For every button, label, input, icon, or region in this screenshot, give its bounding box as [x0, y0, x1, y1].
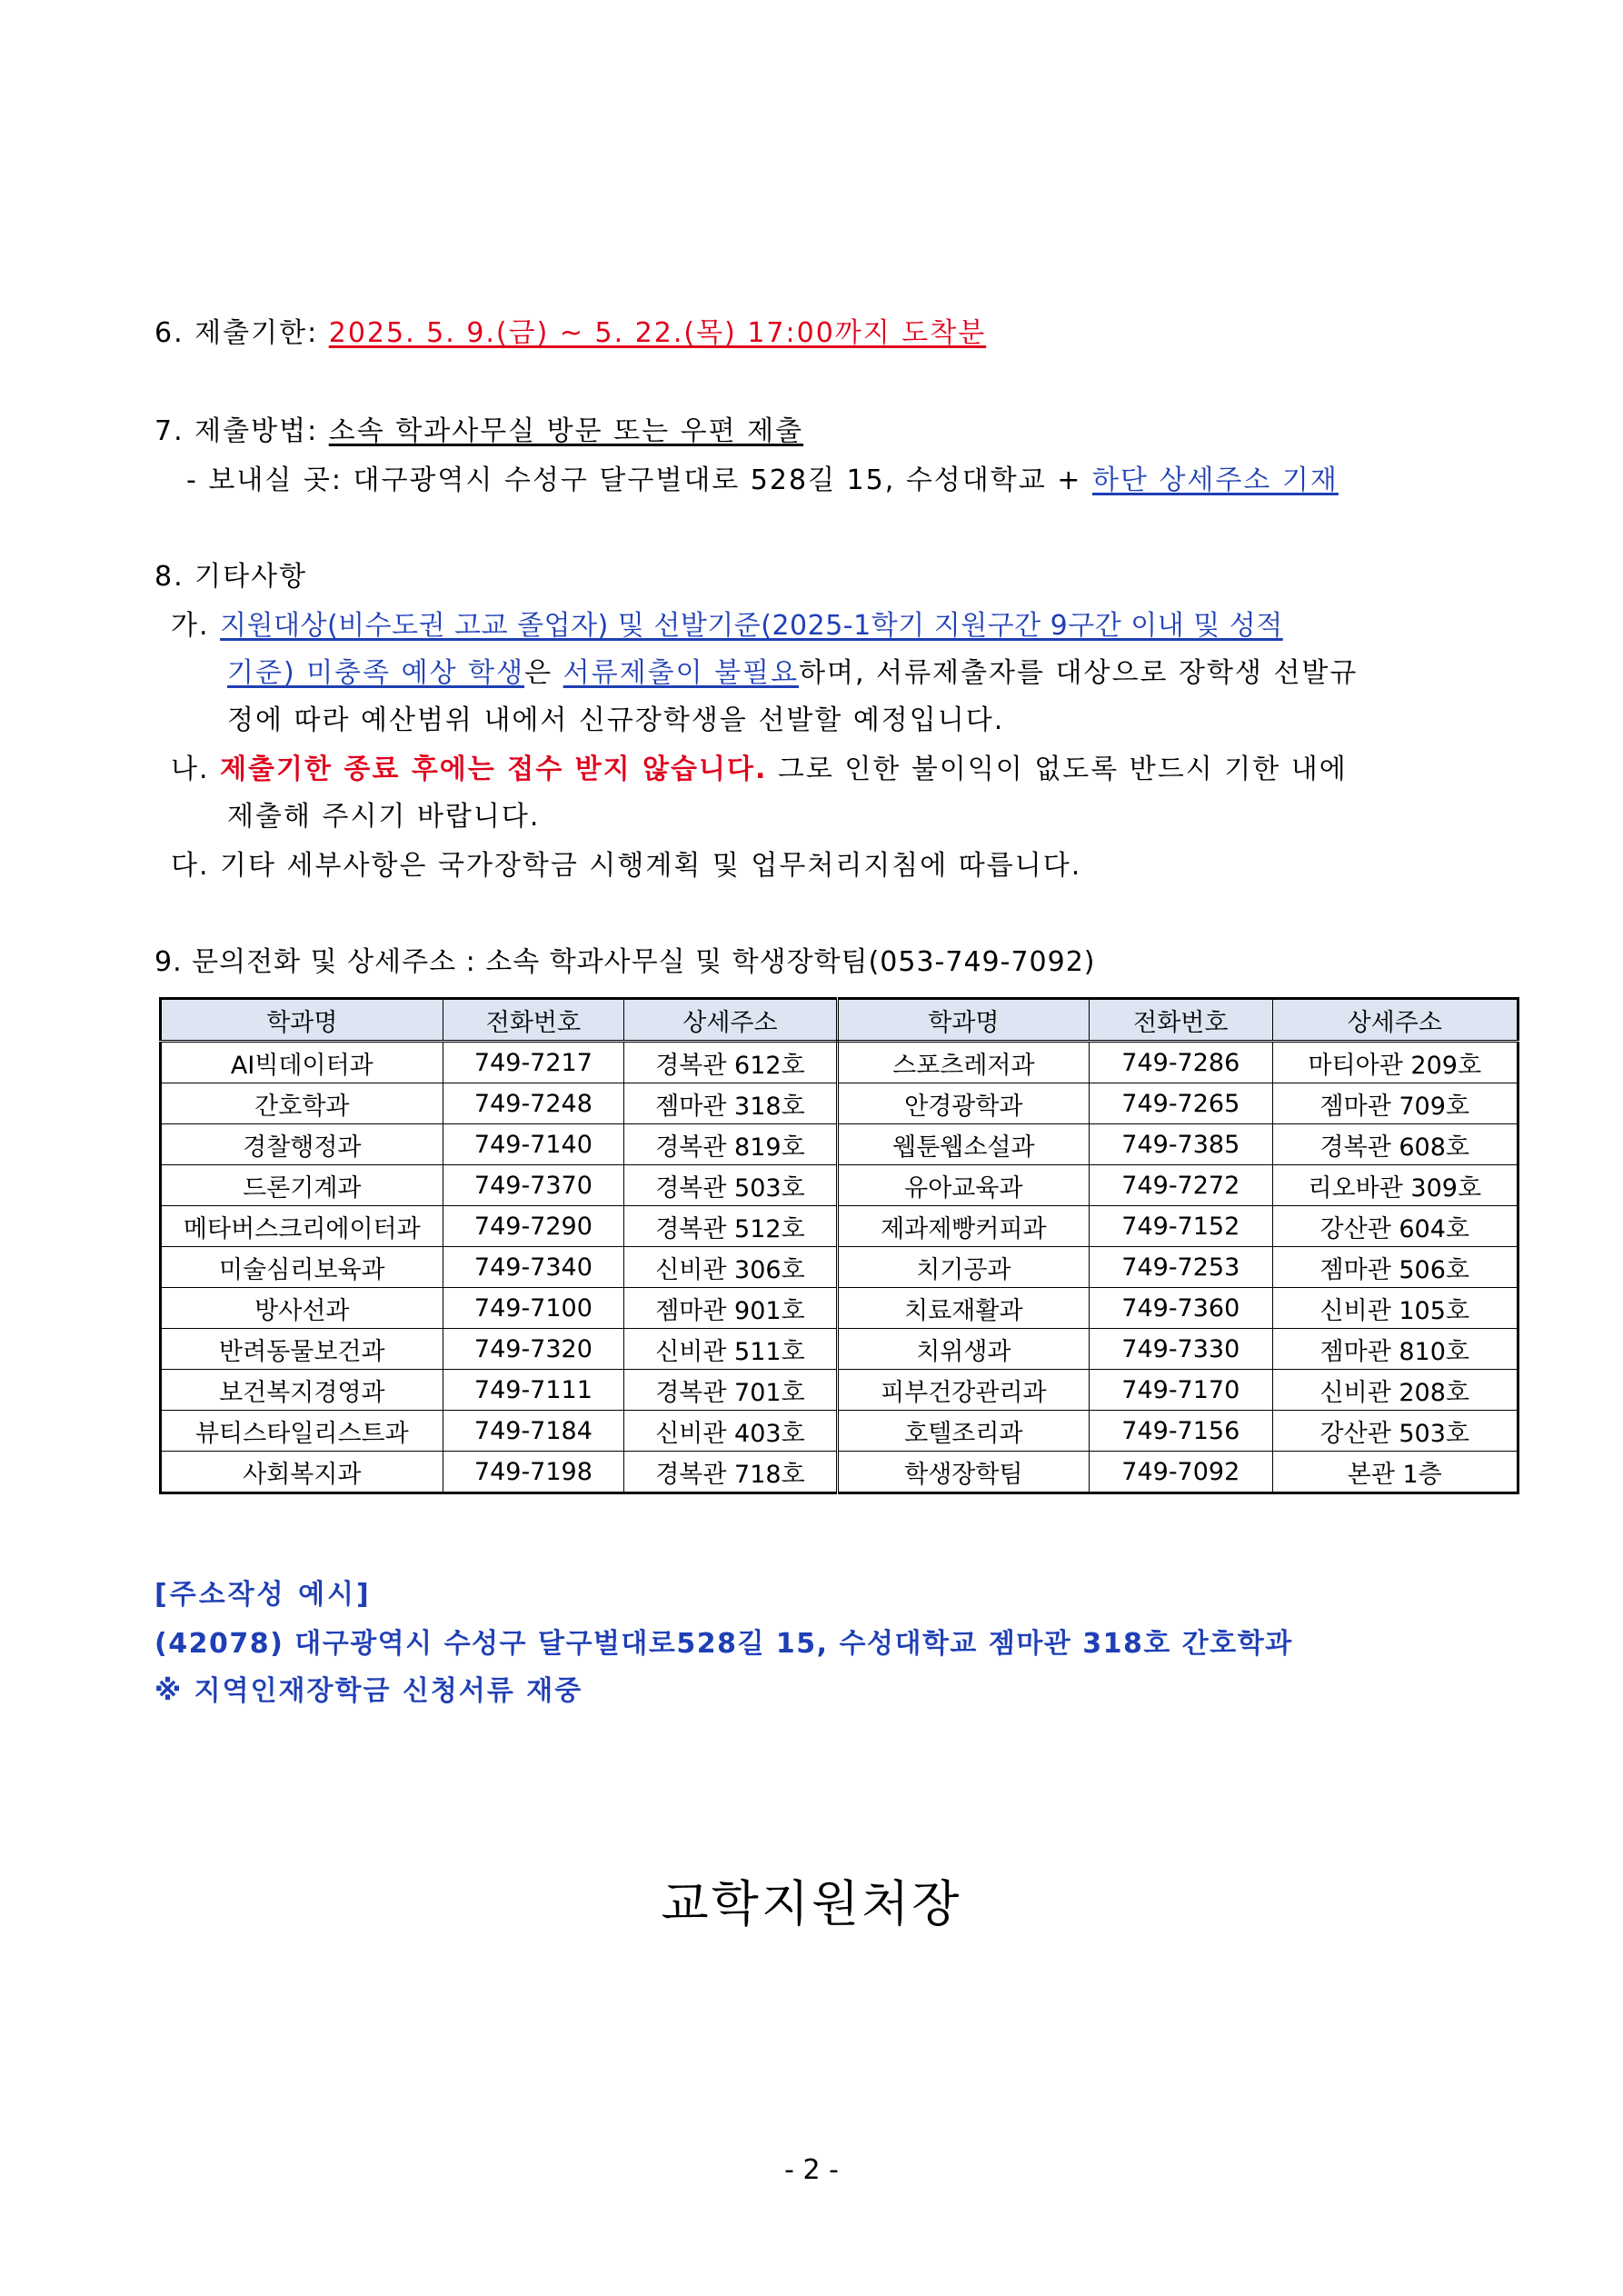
item7-label: 7. 제출방법: — [154, 415, 329, 447]
table-row — [161, 1165, 1518, 1206]
dept-name-cell: 미술심리보육과 — [161, 1247, 443, 1288]
dept-name-cell: 경찰행정과 — [161, 1124, 443, 1165]
page-number: - 2 - — [784, 2154, 839, 2186]
address-cell: 신비관 306호 — [624, 1247, 838, 1288]
ga-highlight-2: 기준) 미충족 예상 학생 — [227, 657, 525, 689]
address-cell: 신비관 208호 — [1272, 1370, 1518, 1411]
phone-cell: 749-7092 — [1090, 1452, 1273, 1493]
phone-cell: 749-7320 — [443, 1329, 624, 1370]
address-cell: 신비관 403호 — [624, 1411, 838, 1452]
example-note: ※ 지역인재장학금 신청서류 재중 — [154, 1675, 583, 1707]
ga-highlight-3: 서류제출이 불필요 — [563, 657, 800, 689]
dept-name-cell: 메타버스크리에이터과 — [161, 1206, 443, 1247]
item7-send-to — [186, 464, 1339, 498]
detail-address-note: 하단 상세주소 기재 — [1091, 464, 1339, 496]
address-cell: 경복관 819호 — [624, 1124, 838, 1165]
phone-cell: 749-7156 — [1090, 1411, 1273, 1452]
header-phone: 전화번호 — [443, 999, 624, 1042]
example-title: [주소작성 예시] — [154, 1579, 372, 1611]
address-cell: 경복관 718호 — [624, 1452, 838, 1493]
phone-cell: 749-7184 — [443, 1411, 624, 1452]
address-cell: 마티아관 209호 — [1272, 1042, 1518, 1083]
na-warning: 제출기한 종료 후에는 접수 받지 않습니다. — [220, 754, 768, 785]
na-marker: 나. — [171, 754, 221, 785]
phone-cell: 749-7330 — [1090, 1329, 1273, 1370]
na-rest-1: 그로 인한 불이익이 없도록 반드시 기한 내에 — [767, 754, 1348, 785]
address-cell: 경복관 612호 — [624, 1042, 838, 1083]
table-row — [161, 1288, 1518, 1329]
phone-cell: 749-7286 — [1090, 1042, 1273, 1083]
table-row — [161, 1247, 1518, 1288]
table-header-row — [161, 999, 1518, 1042]
dept-name-cell: 안경광학과 — [837, 1083, 1089, 1124]
table-row — [161, 1370, 1518, 1411]
item8-ga-line3: 정에 따라 예산범위 내에서 신규장학생을 선발할 예정입니다. — [227, 704, 1005, 736]
item6 — [154, 316, 986, 351]
address-cell: 본관 1층 — [1272, 1452, 1518, 1493]
phone-cell: 749-7198 — [443, 1452, 624, 1493]
phone-cell: 749-7370 — [443, 1165, 624, 1206]
submission-method: 소속 학과사무실 방문 또는 우편 제출 — [328, 415, 804, 447]
table-row — [161, 1329, 1518, 1370]
dept-name-cell: 뷰티스타일리스트과 — [161, 1411, 443, 1452]
dept-name-cell: 간호학과 — [161, 1083, 443, 1124]
address-cell: 경복관 608호 — [1272, 1124, 1518, 1165]
ga-highlight-1: 지원대상(비수도권 고교 졸업자) 및 선발기준(2025-1학기 지원구간 9구간 이내 및 성적 — [220, 610, 1283, 642]
address-cell: 젬마관 506호 — [1272, 1247, 1518, 1288]
address-cell: 신비관 511호 — [624, 1329, 838, 1370]
phone-cell: 749-7152 — [1090, 1206, 1273, 1247]
header-dept: 학과명 — [837, 999, 1089, 1042]
item8-ga-line2 — [227, 656, 1358, 691]
send-to-address: - 보내실 곳: 대구광역시 수성구 달구벌대로 528길 15, 수성대학교 + — [186, 464, 1092, 496]
table-row — [161, 1083, 1518, 1124]
address-cell: 경복관 512호 — [624, 1206, 838, 1247]
address-cell: 리오바관 309호 — [1272, 1165, 1518, 1206]
phone-cell: 749-7248 — [443, 1083, 624, 1124]
dept-name-cell: 보건복지경영과 — [161, 1370, 443, 1411]
item8-na-line2: 제출해 주시기 바랍니다. — [227, 801, 541, 833]
phone-cell: 749-7385 — [1090, 1124, 1273, 1165]
phone-cell: 749-7140 — [443, 1124, 624, 1165]
item8-ga-line1 — [171, 609, 1283, 644]
dept-name-cell: 치료재활과 — [837, 1288, 1089, 1329]
header-phone: 전화번호 — [1090, 999, 1273, 1042]
dept-name-cell: 피부건강관리과 — [837, 1370, 1089, 1411]
item7 — [154, 414, 803, 449]
item8-na-line1 — [171, 753, 1348, 787]
item6-label: 6. 제출기한: — [154, 317, 329, 349]
dept-name-cell: 반려동물보건과 — [161, 1329, 443, 1370]
item8-title: 8. 기타사항 — [154, 561, 308, 593]
phone-cell: 749-7253 — [1090, 1247, 1273, 1288]
table-row — [161, 1042, 1518, 1083]
table-row — [161, 1411, 1518, 1452]
header-address: 상세주소 — [1272, 999, 1518, 1042]
ga-rest-1: 하며, 서류제출자를 대상으로 장학생 선발규 — [799, 657, 1359, 689]
dept-name-cell: AI빅데이터과 — [161, 1042, 443, 1083]
header-dept: 학과명 — [161, 999, 443, 1042]
dept-name-cell: 웹툰웹소설과 — [837, 1124, 1089, 1165]
ga-marker: 가. — [171, 610, 221, 642]
dept-name-cell: 제과제빵커피과 — [837, 1206, 1089, 1247]
dept-name-cell: 드론기계과 — [161, 1165, 443, 1206]
address-cell: 신비관 105호 — [1272, 1288, 1518, 1329]
phone-cell: 749-7360 — [1090, 1288, 1273, 1329]
item9-title: 9. 문의전화 및 상세주소 : 소속 학과사무실 및 학생장학팀(053-749-7092) — [154, 946, 1096, 978]
phone-cell: 749-7217 — [443, 1042, 624, 1083]
example-address: (42078) 대구광역시 수성구 달구벌대로528길 15, 수성대학교 젬마관 318호 간호학과 — [154, 1628, 1293, 1660]
address-cell: 젬마관 318호 — [624, 1083, 838, 1124]
dept-name-cell: 호텔조리과 — [837, 1411, 1089, 1452]
submission-deadline: 2025. 5. 9.(금) ~ 5. 22.(목) 17:00까지 도착분 — [328, 317, 987, 349]
dept-name-cell: 유아교육과 — [837, 1165, 1089, 1206]
phone-cell: 749-7111 — [443, 1370, 624, 1411]
header-address: 상세주소 — [624, 999, 838, 1042]
dept-name-cell: 치위생과 — [837, 1329, 1089, 1370]
dept-name-cell: 사회복지과 — [161, 1452, 443, 1493]
address-cell: 경복관 503호 — [624, 1165, 838, 1206]
phone-cell: 749-7170 — [1090, 1370, 1273, 1411]
table-row — [161, 1124, 1518, 1165]
dept-name-cell: 치기공과 — [837, 1247, 1089, 1288]
phone-cell: 749-7100 — [443, 1288, 624, 1329]
ga-mid: 은 — [524, 657, 563, 689]
address-cell: 경복관 701호 — [624, 1370, 838, 1411]
signature: 교학지원처장 — [661, 1875, 962, 1932]
address-cell: 강산관 604호 — [1272, 1206, 1518, 1247]
dept-name-cell: 스포츠레저과 — [837, 1042, 1089, 1083]
contact-table — [159, 997, 1519, 1494]
phone-cell: 749-7265 — [1090, 1083, 1273, 1124]
item8-da: 다. 기타 세부사항은 국가장학금 시행계획 및 업무처리지침에 따릅니다. — [171, 850, 1082, 882]
phone-cell: 749-7340 — [443, 1247, 624, 1288]
table-row — [161, 1452, 1518, 1493]
dept-name-cell: 학생장학팀 — [837, 1452, 1089, 1493]
phone-cell: 749-7272 — [1090, 1165, 1273, 1206]
dept-name-cell: 방사선과 — [161, 1288, 443, 1329]
table-row — [161, 1206, 1518, 1247]
address-cell: 젬마관 810호 — [1272, 1329, 1518, 1370]
address-cell: 강산관 503호 — [1272, 1411, 1518, 1452]
address-cell: 젬마관 709호 — [1272, 1083, 1518, 1124]
phone-cell: 749-7290 — [443, 1206, 624, 1247]
address-cell: 젬마관 901호 — [624, 1288, 838, 1329]
